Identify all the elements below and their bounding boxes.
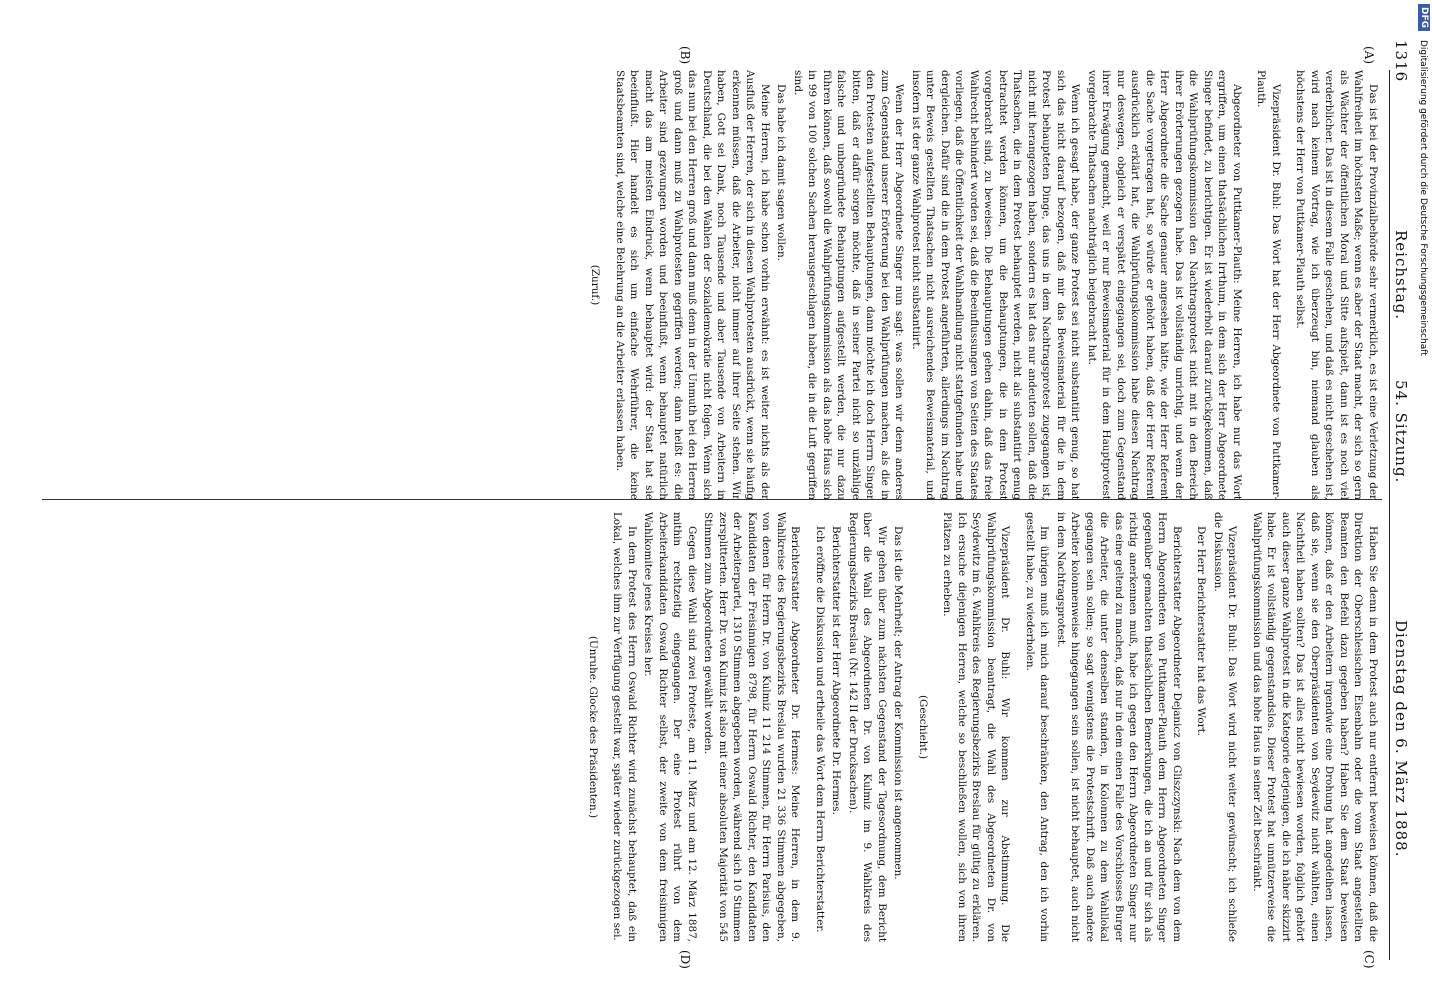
paragraph: Das ist die Mehrheit; der Antrag der Kommission ist angenommen. bbox=[892, 526, 905, 880]
paragraph: Berichterstatter Abgeordneter Dejanicz von Gliszczynski: Nach dem von dem Herrn Abgeordneten von Puttkamer-Plauth dem Herrn Abgeordneten Singer gegenüber gemachten thatsächlichen Bemerkungen, die ich an und für sich als richtig anerkennen muß, habe ich gegen den Herrn Abgeordneten Singer nur das eine geltend zu machen, daß nur in dem einen Falle des Vorschlosses Burger die Arbeiter, die unter denselben standen, in Kolonnen zu dem Wahllokal gegangen sein sollen; so sagt wenigstens die Protestschrift. Daß auch andere Arbeiter kolonnenweise hingegangen sein sollen, ist nicht behauptet, auch nicht in dem Nachtragsprotest. bbox=[1055, 512, 1183, 942]
margin-mark-a: (A) bbox=[1362, 46, 1376, 65]
paragraph: Wenn der Herr Abgeordnete Singer nun sagt: was sollen wir denn anderes zum Gegenstand unserer Erörterung bei den Wahlprüfungen machen, als die in den Protesten aufgestellten Behauptungen, dann möchte ich doch Herrn Singer bitten, daß er dafür sorgen möchte, daß in seiner Partei nicht so unzählige falsche und unbegründete Behauptungen aufgestellt werden, die nur dazu führen können, daß sowohl die Wahlprüfungskommission als das hohe Haus sich in 99 von 100 solchen Sachen herausgeschlagen haben, die in die Luft gegriffen sind. bbox=[792, 70, 906, 500]
paragraph: Vizepräsident Dr. Buhl: Das Wort hat der Herr Abgeordnete von Puttkamer-Plauth. bbox=[1255, 70, 1282, 500]
paragraph: Haben Sie denn in dem Protest auch nur entfernt beweisen können, daß die Direktion der Oberschlesischen Eisenbahn oder die vom Staat angestellten Beamten den Befehl dazu gegeben haben? Haben Sie dem Staat beweisen können, daß er den Arbeitern irgendwie eine Drohung hat angedeihen lassen, daß sie, wenn sie den Oberpräsidenten von Seydewitz nicht wählten, einen Nachtheil haben sollten? Das ist alles nicht bewiesen worden, folglich gehört auch dieser ganze Wahlprotest in die Kategorie derjenigen, die ich näher skizzirt habe. Er ist vollständig gegenstandslos. Dieser Protest hat unnützerweise die Wahlprüfungskommission und das hohe Haus in seiner Zeit beschränkt. bbox=[1251, 512, 1379, 942]
date-header: Dienstag den 6. März 1888. bbox=[1392, 620, 1410, 858]
paragraph: Das ist bei der Provinzialbehörde sehr vermerklich, es ist eine Verletzung der Wahlfreiheit im höchsten Maße; wenn es aber der Staat macht, der sich so gern als Wächter der öffentlichen Moral und Sitte aufspielt, dann ist es noch viel verderblicher. Das ist in diesem Falle geschehen, und daß es nicht geschehen ist, wird nach keinem Vortrag, wie ich überzeugt bin, niemand glauben als höchstens der Herr von Puttkamer-Plauth selbst. bbox=[1294, 70, 1379, 500]
paragraph: Vizepräsident Dr. Buhl: Wir kommen zur Abstimmung. Die Wahlprüfungskommission beantragt, die Wahl des Abgeordneten Dr. von Seydewitz im 6. Wahlkreis des Regierungsbezirks Breslau für gültig zu erklären. Ich ersuche diejenigen Herren, welche so beschließen wollen, sich von ihren Plätzen zu erheben. bbox=[941, 512, 1012, 942]
paragraph: Abgeordneter von Puttkamer-Plauth: Meine Herren, ich habe nur das Wort ergriffen, um einen thatsächlichen Irrthum, in dem sich der Herr Abgeordnete Singer befindet, zu berichtigen. Er ist wiederholt darauf zurückgekommen, daß die Wahlprüfungskommission den Nachtragsprotest nicht mit in den Bereich ihrer Erörterungen gezogen habe. Das ist vollständig unrichtig, und wenn der Herr Abgeordnete die Sache genauer angesehen hätte, wie der Herr Referent die Sache vorgetragen hat, so würde er gehört haben, daß der Herr Referent ausdrücklich erklärt hat, die Wahlprüfungskommission habe diesen Nachtrag nur deswegen, obgleich er verspätet eingegangen sei, doch zum Gegenstand ihrer Erwägung gemacht, weil er nur Beweismaterial für in dem Hauptprotest vorgebrachte Thatsachen nachträglich beigebracht hat. bbox=[1086, 70, 1243, 500]
digitization-credit: Digitalisierung gefördert durch die Deutsche Forschungsgemeinschaft bbox=[1418, 40, 1428, 356]
paragraph: Ich eröffne die Diskussion und ertheile das Wort dem Herrn Berichterstatter. bbox=[814, 526, 826, 933]
margin-mark-d: (D) bbox=[678, 950, 692, 969]
paragraph: Wir gehen über zum nächsten Gegenstand der Tagesordnung, dem Bericht über die Wahl des Abgeordneten Dr. von Kulmiz im 9. Wahlkreis des Regierungsbezirks Breslau (Nr. 142 II der Drucksachen). bbox=[847, 512, 888, 942]
paragraph: In dem Protest des Herrn Oswald Richter wird zunächst behauptet, daß ein Lokal, welches ihm zur Verfügung gestellt war, später wieder zurückgezogen sei. bbox=[611, 512, 638, 942]
session-header: 54. Sitzung. bbox=[1392, 380, 1410, 484]
paragraph: Berichterstatter Abgeordneter Dr. Hermes: Meine Herren, in dem 9. Wahlkreise des Regierungsbezirks Breslau wurden 21 336 Stimmen abgegeben, von denen für Herrn Dr. von Kulmiz 11 214 Stimmen, für Herrn Parisius, den Kandidaten der Freisinnigen 8798, für Herrn Oswald Richter, den Kandidaten der Arbeiterpartei, 1310 Stimmen abgegeben worden, während sich 10 Stimmen zersplitterten. Herr Dr. von Kulmiz ist also mit einer absoluten Majorität von 545 Stimmen zum Abgeordneten gewählt worden. bbox=[702, 512, 802, 942]
page-number: 1316 bbox=[1392, 40, 1410, 83]
column-divider bbox=[42, 499, 1382, 500]
margin-mark-c: (C) bbox=[1362, 950, 1376, 969]
institution-header: Reichstag. bbox=[1392, 230, 1410, 321]
paragraph: Das habe ich damit sagen wollen. bbox=[775, 84, 788, 262]
paragraph: Der Herr Berichterstatter hat das Wort. bbox=[1195, 526, 1208, 737]
paragraph: Im übrigen muß ich mich darauf beschränken, den Antrag, den ich vorhin gestellt habe, zu wiederholen. bbox=[1024, 512, 1051, 942]
paragraph: Vizepräsident Dr. Buhl: Das Wort wird nicht weiter gewünscht; ich schließe die Diskussion. bbox=[1212, 512, 1239, 942]
paragraph: Gegen diese Wahl sind zwei Proteste, am 11. März und am 12. März 1887, mithin rechtzeitig eingegangen. Der eine Protest rührt von dem Arbeiterkandidaten Oswald Richter selbst, der zweite von dem freisinnigen Wahlkomitee jenes Kreises her. bbox=[642, 512, 698, 942]
header-rule bbox=[1389, 70, 1390, 960]
paragraph: Berichterstatter ist der Herr Abgeordnete Dr. Hermes. bbox=[830, 526, 843, 815]
paragraph: Wenn ich gesagt habe, der ganze Protest sei nicht substantiirt genug, so hat sich das nicht darauf bezogen, daß mir das Beweismaterial für die in dem Protest behaupteten Dinge, das uns in dem Nachtragsprotest zugegangen ist, nicht mit herangezogen haben, sondern es hat das nur andeuten sollen, daß die Thatsachen, die in dem Protest behauptet werden, nicht als substantiirt genug betrachtet werden können, um die Behauptungen, die in dem Protest vorgebracht sind, zu beweisen. Die Behauptungen gehen dahin, daß das freie Wahlrecht behindert worden sei, daß die Beeinflussungen von Seiten des Staates vorliegen, daß die Öffentlichkeit der Wahlhandlung nicht stattgefunden habe und dergleichen. Dafür sind die in dem Protest angeführten, allerdings im Nachtrag unter Beweis gestellten Thatsachen nicht ausreichendes Beweismaterial, und insofern ist der ganze Wahlprotest nicht substantiirt. bbox=[910, 70, 1082, 500]
interjection: (Zuruf.) bbox=[589, 264, 602, 306]
right-column bbox=[576, 512, 1381, 942]
paragraph: Meine Herren, ich habe schon vorhin erwähnt: es ist weiter nichts als der Ausfluß der Herren, der sich in diesen Wahlprotesten ausdrückt, wenn sie häufig erkennen müssen, daß die Arbeiter, nicht immer auf ihrer Seite stehen. Wir haben, Gott sei Dank, noch Tausende und aber Tausende von Arbeitern in Deutschland, die bei den Wahlen der Sozialdemokratie nicht folgen. Wenn sich das nun bei den Herren groß und dann muß denn in der Unmuth bei den Herren groß und dann muß zu Wahlprotesten gegriffen werden; dann heißt es: die Arbeiter sind gezwungen worden und beeinflußt, wenn behauptet natürlich macht das am meisten Eindruck, wenn behauptet wird: der Staat hat sie beeinflußt. Hier handelt es sich um einfache Wehrführer, die keine Staatsbeamten sind, welche eine Belehrung an die Arbeiter erlassen haben. bbox=[614, 70, 771, 500]
interjection: (Geschieht.) bbox=[917, 694, 929, 760]
interjection: (Unruhe. Glocke des Präsidenten.) bbox=[587, 635, 599, 819]
margin-mark-b: (B) bbox=[678, 46, 692, 65]
left-column bbox=[578, 70, 1380, 500]
dfg-logo: DFG bbox=[1418, 4, 1430, 31]
